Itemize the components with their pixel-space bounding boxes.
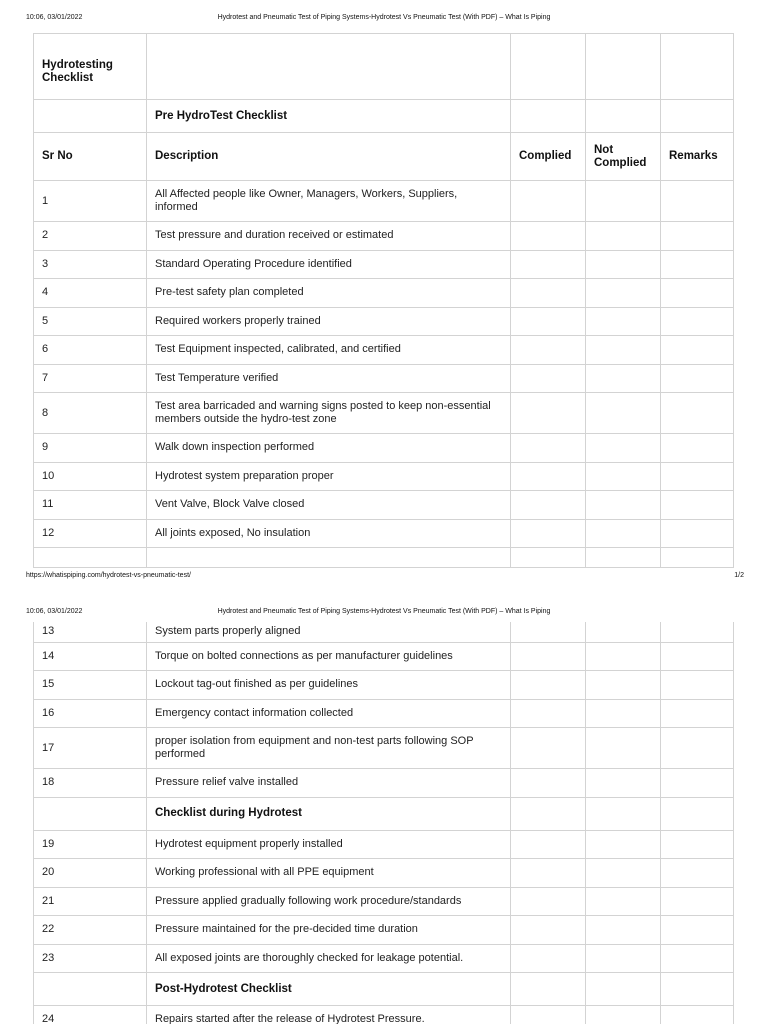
hydrotest-checklist-table: [33, 33, 734, 568]
item-number: 16: [34, 699, 147, 728]
item-number: 1: [34, 181, 147, 222]
table-title: Hydrotesting Checklist: [34, 34, 147, 100]
table-row: [34, 434, 734, 463]
section-row-during: [34, 797, 734, 830]
table-row: [34, 491, 734, 520]
table-row: [34, 279, 734, 308]
table-row: [34, 393, 734, 434]
item-description: Hydrotest system preparation proper: [147, 462, 511, 491]
item-number: 24: [34, 1006, 147, 1024]
item-description: Lockout tag-out finished as per guidelines: [147, 671, 511, 700]
table-row: [34, 622, 734, 642]
item-number: 10: [34, 462, 147, 491]
item-description: Pressure maintained for the pre-decided time duration: [147, 916, 511, 945]
item-description: Pre-test safety plan completed: [147, 279, 511, 308]
item-description: Repairs started after the release of Hydrotest Pressure.: [147, 1006, 511, 1024]
table-row: [34, 364, 734, 393]
table-row: [34, 769, 734, 798]
header-not-complied: Not Complied: [586, 133, 661, 181]
table-row: [34, 181, 734, 222]
table-row: [34, 887, 734, 916]
table-row: [34, 728, 734, 769]
item-number: 3: [34, 250, 147, 279]
column-header-row: [34, 133, 734, 181]
table-row: [34, 642, 734, 671]
table-row: [34, 859, 734, 888]
section-title-post: Post-Hydrotest Checklist: [147, 973, 511, 1006]
item-number: 12: [34, 519, 147, 548]
item-description: Vent Valve, Block Valve closed: [147, 491, 511, 520]
item-description: All exposed joints are thoroughly checked for leakage potential.: [147, 944, 511, 973]
item-number: 15: [34, 671, 147, 700]
header-complied: Complied: [511, 133, 586, 181]
table-row: [34, 1006, 734, 1024]
header-sr-no: Sr No: [34, 133, 147, 181]
item-description: Test Equipment inspected, calibrated, and certified: [147, 336, 511, 365]
table-row: [34, 830, 734, 859]
item-description: proper isolation from equipment and non-test parts following SOP performed: [147, 728, 511, 769]
table-row: [34, 671, 734, 700]
header-description: Description: [147, 133, 511, 181]
item-description: Pressure relief valve installed: [147, 769, 511, 798]
item-number: 8: [34, 393, 147, 434]
table-row: [34, 336, 734, 365]
item-number: 7: [34, 364, 147, 393]
item-number: 2: [34, 222, 147, 251]
table-row: [34, 944, 734, 973]
item-number: 4: [34, 279, 147, 308]
item-description: Test Temperature verified: [147, 364, 511, 393]
print-url: https://whatispiping.com/hydrotest-vs-pneumatic-test/: [26, 572, 191, 579]
item-description: Required workers properly trained: [147, 307, 511, 336]
item-number: 5: [34, 307, 147, 336]
print-page-2: [0, 602, 768, 1024]
item-number: 21: [34, 887, 147, 916]
item-description: All Affected people like Owner, Managers, Workers, Suppliers, informed: [147, 181, 511, 222]
item-description: Torque on bolted connections as per manufacturer guidelines: [147, 642, 511, 671]
item-description: Pressure applied gradually following work procedure/standards: [147, 887, 511, 916]
print-page-number: 1/2: [734, 572, 744, 579]
table-row: [34, 222, 734, 251]
section-title-during: Checklist during Hydrotest: [147, 797, 511, 830]
header-remarks: Remarks: [661, 133, 734, 181]
print-timestamp: 10:06, 03/01/2022: [26, 14, 83, 21]
item-description: All joints exposed, No insulation: [147, 519, 511, 548]
item-number: 11: [34, 491, 147, 520]
item-number: 9: [34, 434, 147, 463]
print-timestamp-page-2: 10:06, 03/01/2022: [26, 608, 83, 615]
item-number: 13: [34, 622, 147, 642]
table-row: [34, 250, 734, 279]
section-row-pre: [34, 100, 734, 133]
print-page-title: Hydrotest and Pneumatic Test of Piping Systems-Hydrotest Vs Pneumatic Test (With PDF) – What Is Piping: [217, 14, 551, 21]
item-number: 22: [34, 916, 147, 945]
hydrotest-checklist-table-continued: [33, 622, 734, 1024]
item-number: 18: [34, 769, 147, 798]
item-number: 19: [34, 830, 147, 859]
table-row: [34, 462, 734, 491]
item-description: Emergency contact information collected: [147, 699, 511, 728]
item-number: 6: [34, 336, 147, 365]
item-description: Standard Operating Procedure identified: [147, 250, 511, 279]
table-row: [34, 916, 734, 945]
item-description: Test area barricaded and warning signs posted to keep non-essential members outside the hydro-test zone: [147, 393, 511, 434]
table-row: [34, 519, 734, 548]
print-page-title-page-2: Hydrotest and Pneumatic Test of Piping Systems-Hydrotest Vs Pneumatic Test (With PDF) – What Is Piping: [217, 608, 551, 615]
table-row-continued: [34, 548, 734, 568]
table-row: [34, 699, 734, 728]
item-description: Hydrotest equipment properly installed: [147, 830, 511, 859]
table-row: [34, 307, 734, 336]
item-description: Test pressure and duration received or estimated: [147, 222, 511, 251]
section-row-post: [34, 973, 734, 1006]
item-description: Working professional with all PPE equipment: [147, 859, 511, 888]
item-number: 23: [34, 944, 147, 973]
item-description: Walk down inspection performed: [147, 434, 511, 463]
item-number: 17: [34, 728, 147, 769]
section-title-pre: Pre HydroTest Checklist: [147, 100, 511, 133]
item-number: 20: [34, 859, 147, 888]
item-number: 14: [34, 642, 147, 671]
table-title-row: [34, 34, 734, 100]
item-description: System parts properly aligned: [147, 622, 511, 642]
